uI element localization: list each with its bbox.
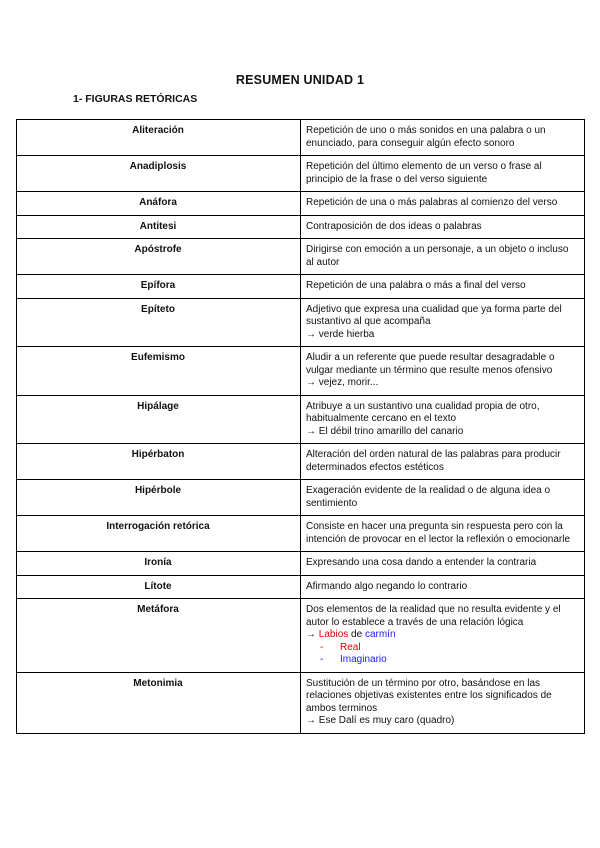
table-row xyxy=(17,552,585,576)
definition-text: Adjetivo que expresa una cualidad que ya forma parte del sustantivo al que acompaña xyxy=(306,303,562,327)
term-cell: Anadiplosis xyxy=(17,156,301,192)
definition-text: Exageración evidente de la realidad o de alguna idea o sentimiento xyxy=(306,485,551,509)
definition-cell xyxy=(301,395,585,444)
example-text: → El débil trino amarillo del canario xyxy=(306,425,464,437)
table-row xyxy=(17,444,585,480)
definition-text: Atribuye a un sustantivo una cualidad propia de otro, habitualmente cercano en el texto xyxy=(306,400,540,424)
table-row xyxy=(17,156,585,192)
example-connector: de xyxy=(348,629,365,640)
sublist-item-imaginary xyxy=(306,654,578,667)
definition-text: Alteración del orden natural de las palabras para producir determinados efectos estéticos xyxy=(306,449,561,473)
definition-cell xyxy=(301,599,585,673)
definition-text: Afirmando algo negando lo contrario xyxy=(306,580,468,592)
term-cell: Lítote xyxy=(17,575,301,599)
table-row xyxy=(17,239,585,275)
term-cell: Epífora xyxy=(17,275,301,299)
table-row xyxy=(17,275,585,299)
definition-cell xyxy=(301,552,585,576)
table-row xyxy=(17,575,585,599)
definition-cell xyxy=(301,516,585,552)
definition-text: Repetición de una palabra o más a final del verso xyxy=(306,280,526,291)
definition-text: Repetición de uno o más sonidos en una palabra o un enunciado, para conseguir algún efecto sonoro xyxy=(306,125,546,149)
term-cell: Apóstrofe xyxy=(17,239,301,275)
sublist-label: Imaginario xyxy=(340,654,387,665)
definition-text: Repetición del último elemento de un verso o frase al principio de la frase o del verso siguiente xyxy=(306,161,542,185)
definition-text: Expresando una cosa dando a entender la contraria xyxy=(306,557,537,568)
term-cell: Epíteto xyxy=(17,298,301,347)
definition-cell xyxy=(301,275,585,299)
definition-cell xyxy=(301,480,585,516)
table-row xyxy=(17,347,585,396)
example-text: → verde hierba xyxy=(306,328,375,340)
example-line xyxy=(306,629,578,642)
definition-cell xyxy=(301,575,585,599)
table-row xyxy=(17,120,585,156)
definition-cell xyxy=(301,298,585,347)
list-dash: - xyxy=(320,654,324,665)
table-row xyxy=(17,480,585,516)
term-cell: Metáfora xyxy=(17,599,301,673)
table-row xyxy=(17,672,585,733)
example-word-real: Labios xyxy=(318,629,349,640)
sublist-item-real xyxy=(306,642,578,655)
table-row xyxy=(17,516,585,552)
definition-text: Dirigirse con emoción a un personaje, a un objeto o incluso al autor xyxy=(306,244,569,268)
definition-text: Dos elementos de la realidad que no resulta evidente y el autor lo establece a través de una relación lógica xyxy=(306,604,561,628)
term-cell: Anáfora xyxy=(17,192,301,216)
term-cell: Antitesi xyxy=(17,215,301,239)
definition-text: Consiste en hacer una pregunta sin respuesta pero con la intención de provocar en el lector la reflexión o emocionarle xyxy=(306,521,571,545)
definition-cell xyxy=(301,192,585,216)
definition-cell xyxy=(301,239,585,275)
term-cell: Eufemismo xyxy=(17,347,301,396)
arrow-glyph: → xyxy=(306,629,319,640)
term-cell: Hipérbole xyxy=(17,480,301,516)
definition-cell xyxy=(301,672,585,733)
example-text: → Ese Dalí es muy caro (quadro) xyxy=(306,715,455,726)
sublist-label: Real xyxy=(340,641,361,653)
table-row xyxy=(17,298,585,347)
table-row xyxy=(17,192,585,216)
term-cell: Metonimia xyxy=(17,672,301,733)
figures-table xyxy=(16,119,585,734)
term-cell: Interrogación retórica xyxy=(17,516,301,552)
term-cell: Hipálage xyxy=(17,395,301,444)
definition-cell xyxy=(301,156,585,192)
table-row xyxy=(17,395,585,444)
table-row xyxy=(17,599,585,673)
definition-cell xyxy=(301,120,585,156)
page-title: RESUMEN UNIDAD 1 xyxy=(235,73,365,87)
definition-text: Contraposición de dos ideas o palabras xyxy=(306,220,482,232)
section-title: 1- FIGURAS RETÓRICAS xyxy=(73,93,198,105)
term-cell: Hipérbaton xyxy=(17,444,301,480)
definition-cell xyxy=(301,444,585,480)
example-text: → vejez, morir... xyxy=(306,377,379,388)
list-dash: - xyxy=(320,641,324,653)
term-cell: Ironía xyxy=(17,552,301,576)
table-row xyxy=(17,215,585,239)
term-cell: Aliteración xyxy=(17,120,301,156)
definition-text: Aludir a un referente que puede resultar desagradable o vulgar mediante un término que resulte menos ofensivo xyxy=(306,352,555,376)
definition-text: Repetición de una o más palabras al comienzo del verso xyxy=(306,197,558,208)
definition-cell xyxy=(301,347,585,396)
definition-text: Sustitución de un término por otro, basándose en las relaciones objetivas existentes entre los significados de ambos terminos xyxy=(306,677,552,714)
example-word-imaginary: carmín xyxy=(364,629,396,640)
definition-cell xyxy=(301,215,585,239)
